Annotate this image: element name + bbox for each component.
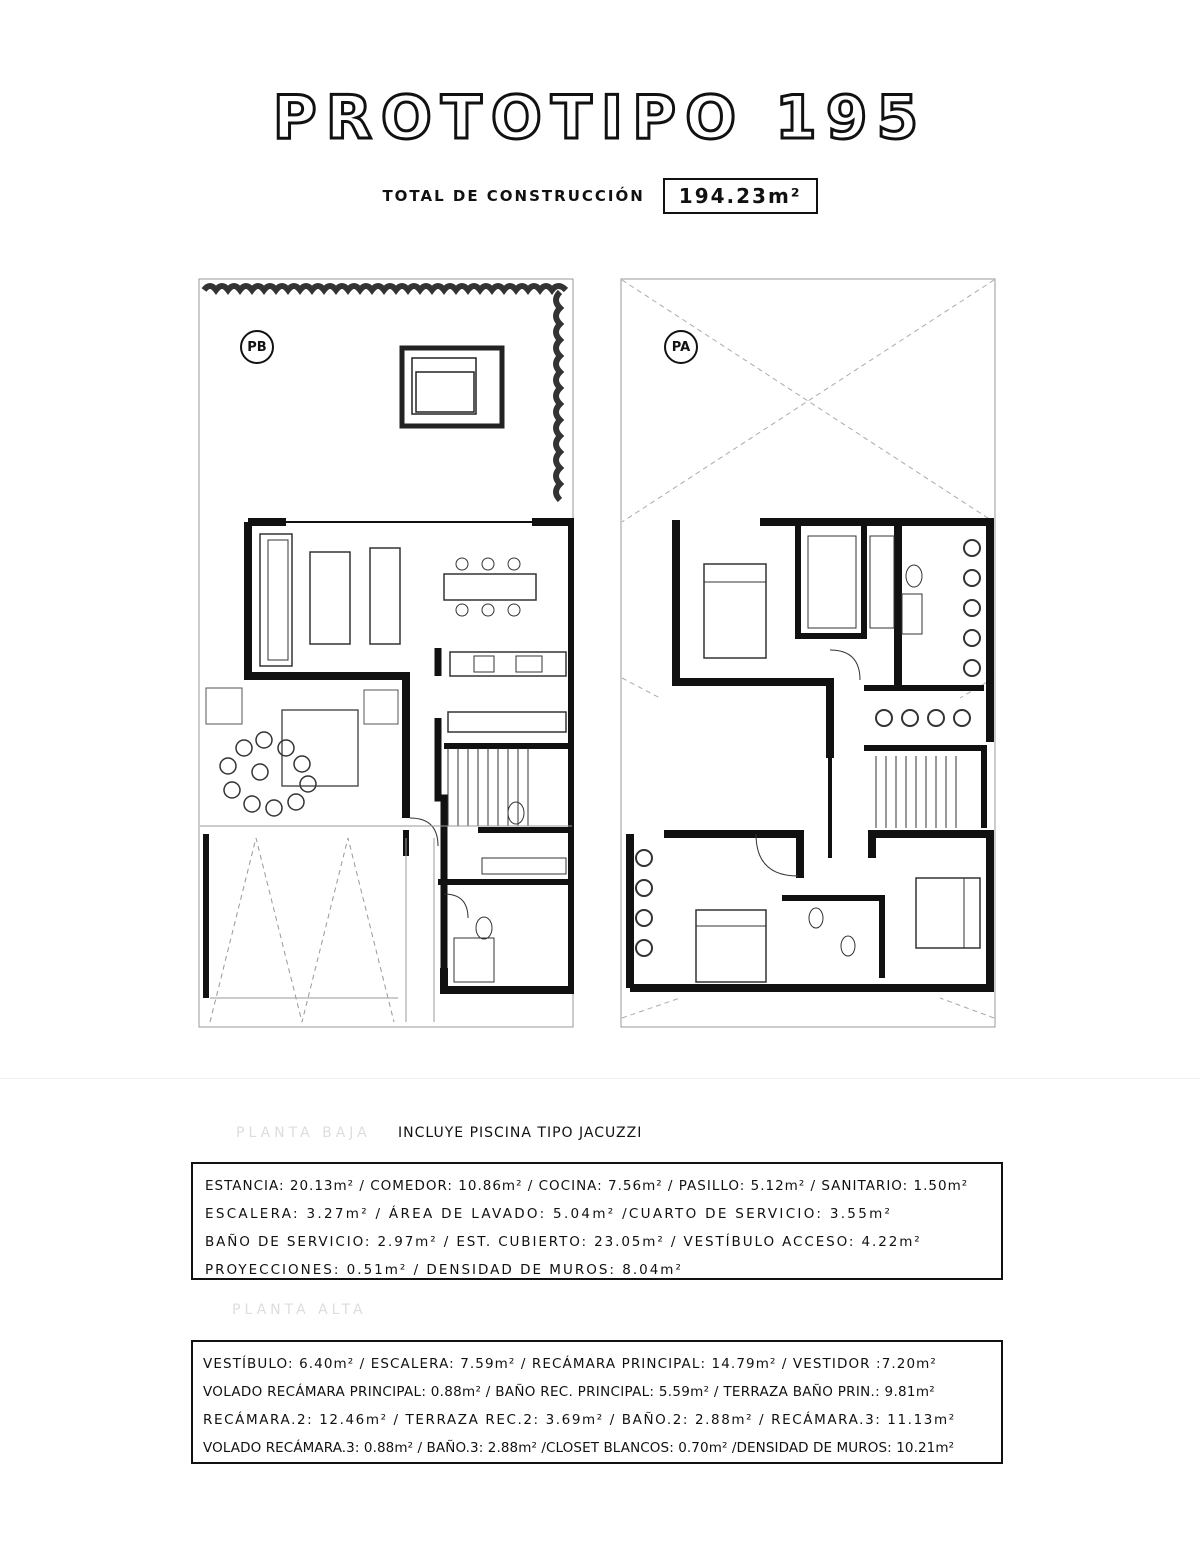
- area-line: ESCALERA: 3.27m² / ÁREA DE LAVADO: 5.04m² /CUARTO DE SERVICIO: 3.55m²: [205, 1206, 893, 1222]
- page-title: PROTOTIPO 195: [272, 83, 928, 153]
- planta-alta-areas: [191, 1340, 1003, 1464]
- upper-floor-badge: PA: [664, 330, 698, 364]
- ground-floor-badge: PB: [240, 330, 274, 364]
- planta-alta-title: PLANTA ALTA: [232, 1302, 367, 1318]
- upper-floor-drawing: [620, 278, 996, 1028]
- area-line: PROYECCIONES: 0.51m² / DENSIDAD DE MUROS: 8.04m²: [205, 1262, 683, 1278]
- divider: [0, 1078, 1200, 1079]
- total-construction: [0, 178, 1200, 214]
- area-line: BAÑO DE SERVICIO: 2.97m² / EST. CUBIERTO: 23.05m² / VESTÍBULO ACCESO: 4.22m²: [205, 1234, 922, 1250]
- upper-floor-plan: [620, 278, 996, 1028]
- planta-baja-title: PLANTA BAJA: [236, 1125, 371, 1141]
- planta-baja-areas: [191, 1162, 1003, 1280]
- area-line: VESTÍBULO: 6.40m² / ESCALERA: 7.59m² / RECÁMARA PRINCIPAL: 14.79m² / VESTIDOR :7.20m²: [203, 1356, 937, 1372]
- area-line: RECÁMARA.2: 12.46m² / TERRAZA REC.2: 3.69m² / BAÑO.2: 2.88m² / RECÁMARA.3: 11.13m²: [203, 1412, 956, 1428]
- ground-floor-plan: [198, 278, 574, 1028]
- total-label: TOTAL DE CONSTRUCCIÓN: [382, 187, 645, 205]
- total-value: 194.23m²: [663, 178, 818, 214]
- ground-floor-drawing: [198, 278, 574, 1028]
- area-line: VOLADO RECÁMARA.3: 0.88m² / BAÑO.3: 2.88m² /CLOSET BLANCOS: 0.70m² /DENSIDAD DE MUROS: 10.21m²: [203, 1440, 955, 1456]
- area-line: ESTANCIA: 20.13m² / COMEDOR: 10.86m² / COCINA: 7.56m² / PASILLO: 5.12m² / SANITARIO: 1.50m²: [205, 1178, 969, 1194]
- area-line: VOLADO RECÁMARA PRINCIPAL: 0.88m² / BAÑO REC. PRINCIPAL: 5.59m² / TERRAZA BAÑO PRIN.: 9.81m²: [203, 1384, 935, 1400]
- planta-baja-note: INCLUYE PISCINA TIPO JACUZZI: [398, 1125, 643, 1141]
